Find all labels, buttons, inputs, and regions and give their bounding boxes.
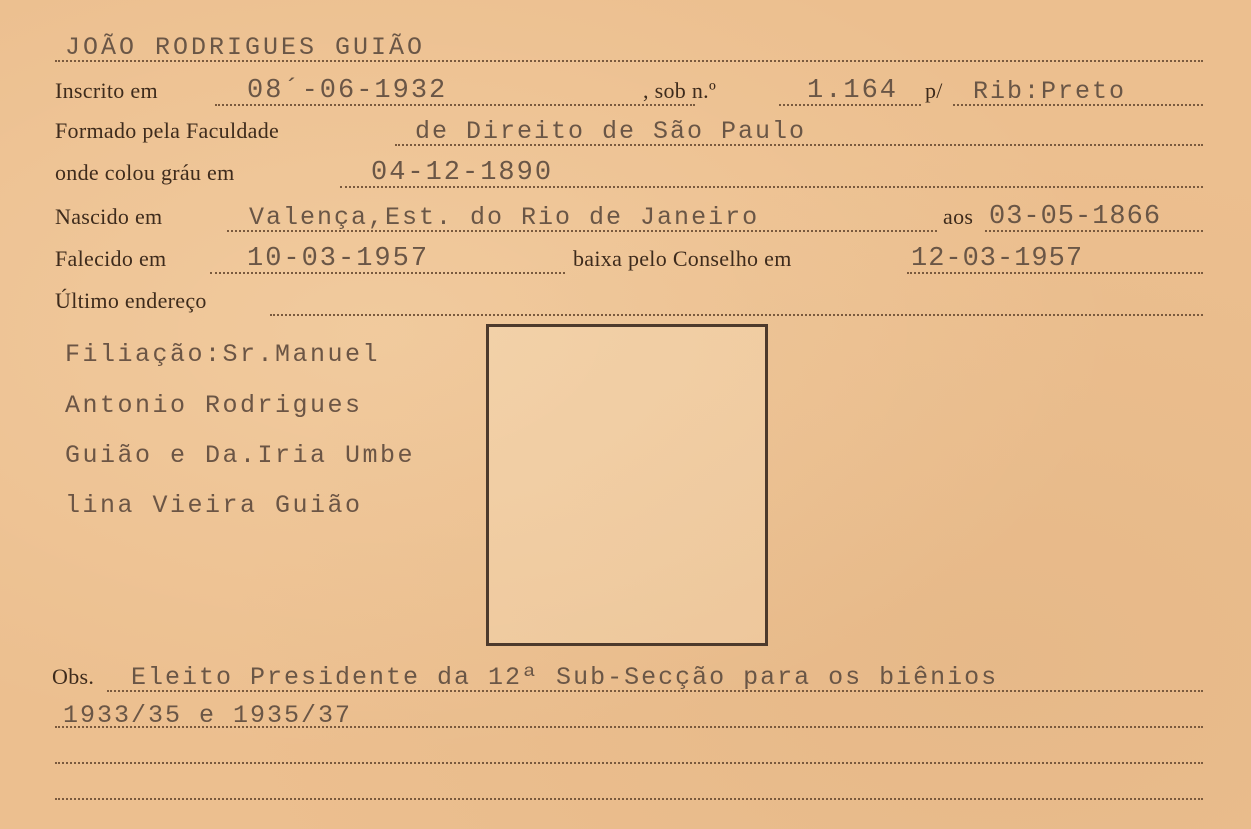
degree-label: onde colou gráu em [55, 160, 235, 185]
faculty-row [55, 106, 1203, 150]
filiation-line: Antonio Rodrigues [65, 391, 363, 420]
filiation-line: Guião e Da.Iria Umbe [65, 441, 416, 470]
death-row [55, 234, 1203, 278]
name-row [55, 22, 1203, 66]
birth-label: Nascido em [55, 204, 163, 229]
registration-row [55, 66, 1203, 110]
registration-number-label: , sob n.º [643, 78, 717, 103]
removal-date: 12-03-1957 [911, 244, 1084, 274]
registration-label: Inscrito em [55, 78, 158, 103]
removal-label: baixa pelo Conselho em [573, 246, 792, 271]
observation-line: Eleito Presidente da 12ª Sub-Secção para os biênios [131, 663, 999, 692]
registration-date: 08´-06-1932 [247, 76, 448, 106]
faculty-label: Formado pela Faculdade [55, 118, 280, 143]
registration-place-prefix: p/ [925, 78, 943, 103]
faculty-name: de Direito de São Paulo [415, 117, 807, 146]
registration-number: 1.164 [807, 76, 899, 106]
birth-date: 03-05-1866 [989, 202, 1162, 232]
degree-row [55, 148, 1203, 192]
filiation-line: Filiação:Sr.Manuel [65, 340, 381, 369]
birth-place: Valença,Est. do Rio de Janeiro [249, 203, 760, 232]
degree-date: 04-12-1890 [371, 158, 554, 188]
photo-box [486, 324, 768, 646]
filiation-line: lina Vieira Guião [65, 491, 363, 520]
address-row [55, 276, 1203, 320]
registration-place: Rib:Preto [973, 77, 1127, 106]
birth-row [55, 192, 1203, 236]
address-label: Último endereço [55, 288, 207, 313]
observations-row-4 [55, 762, 1203, 806]
birth-date-label: aos [943, 204, 974, 229]
observations-label: Obs. [52, 664, 95, 689]
death-date: 10-03-1957 [247, 244, 430, 274]
observation-line: 1933/35 e 1935/37 [63, 701, 353, 730]
member-name: JOÃO RODRIGUES GUIÃO [65, 33, 426, 62]
death-label: Falecido em [55, 246, 167, 271]
